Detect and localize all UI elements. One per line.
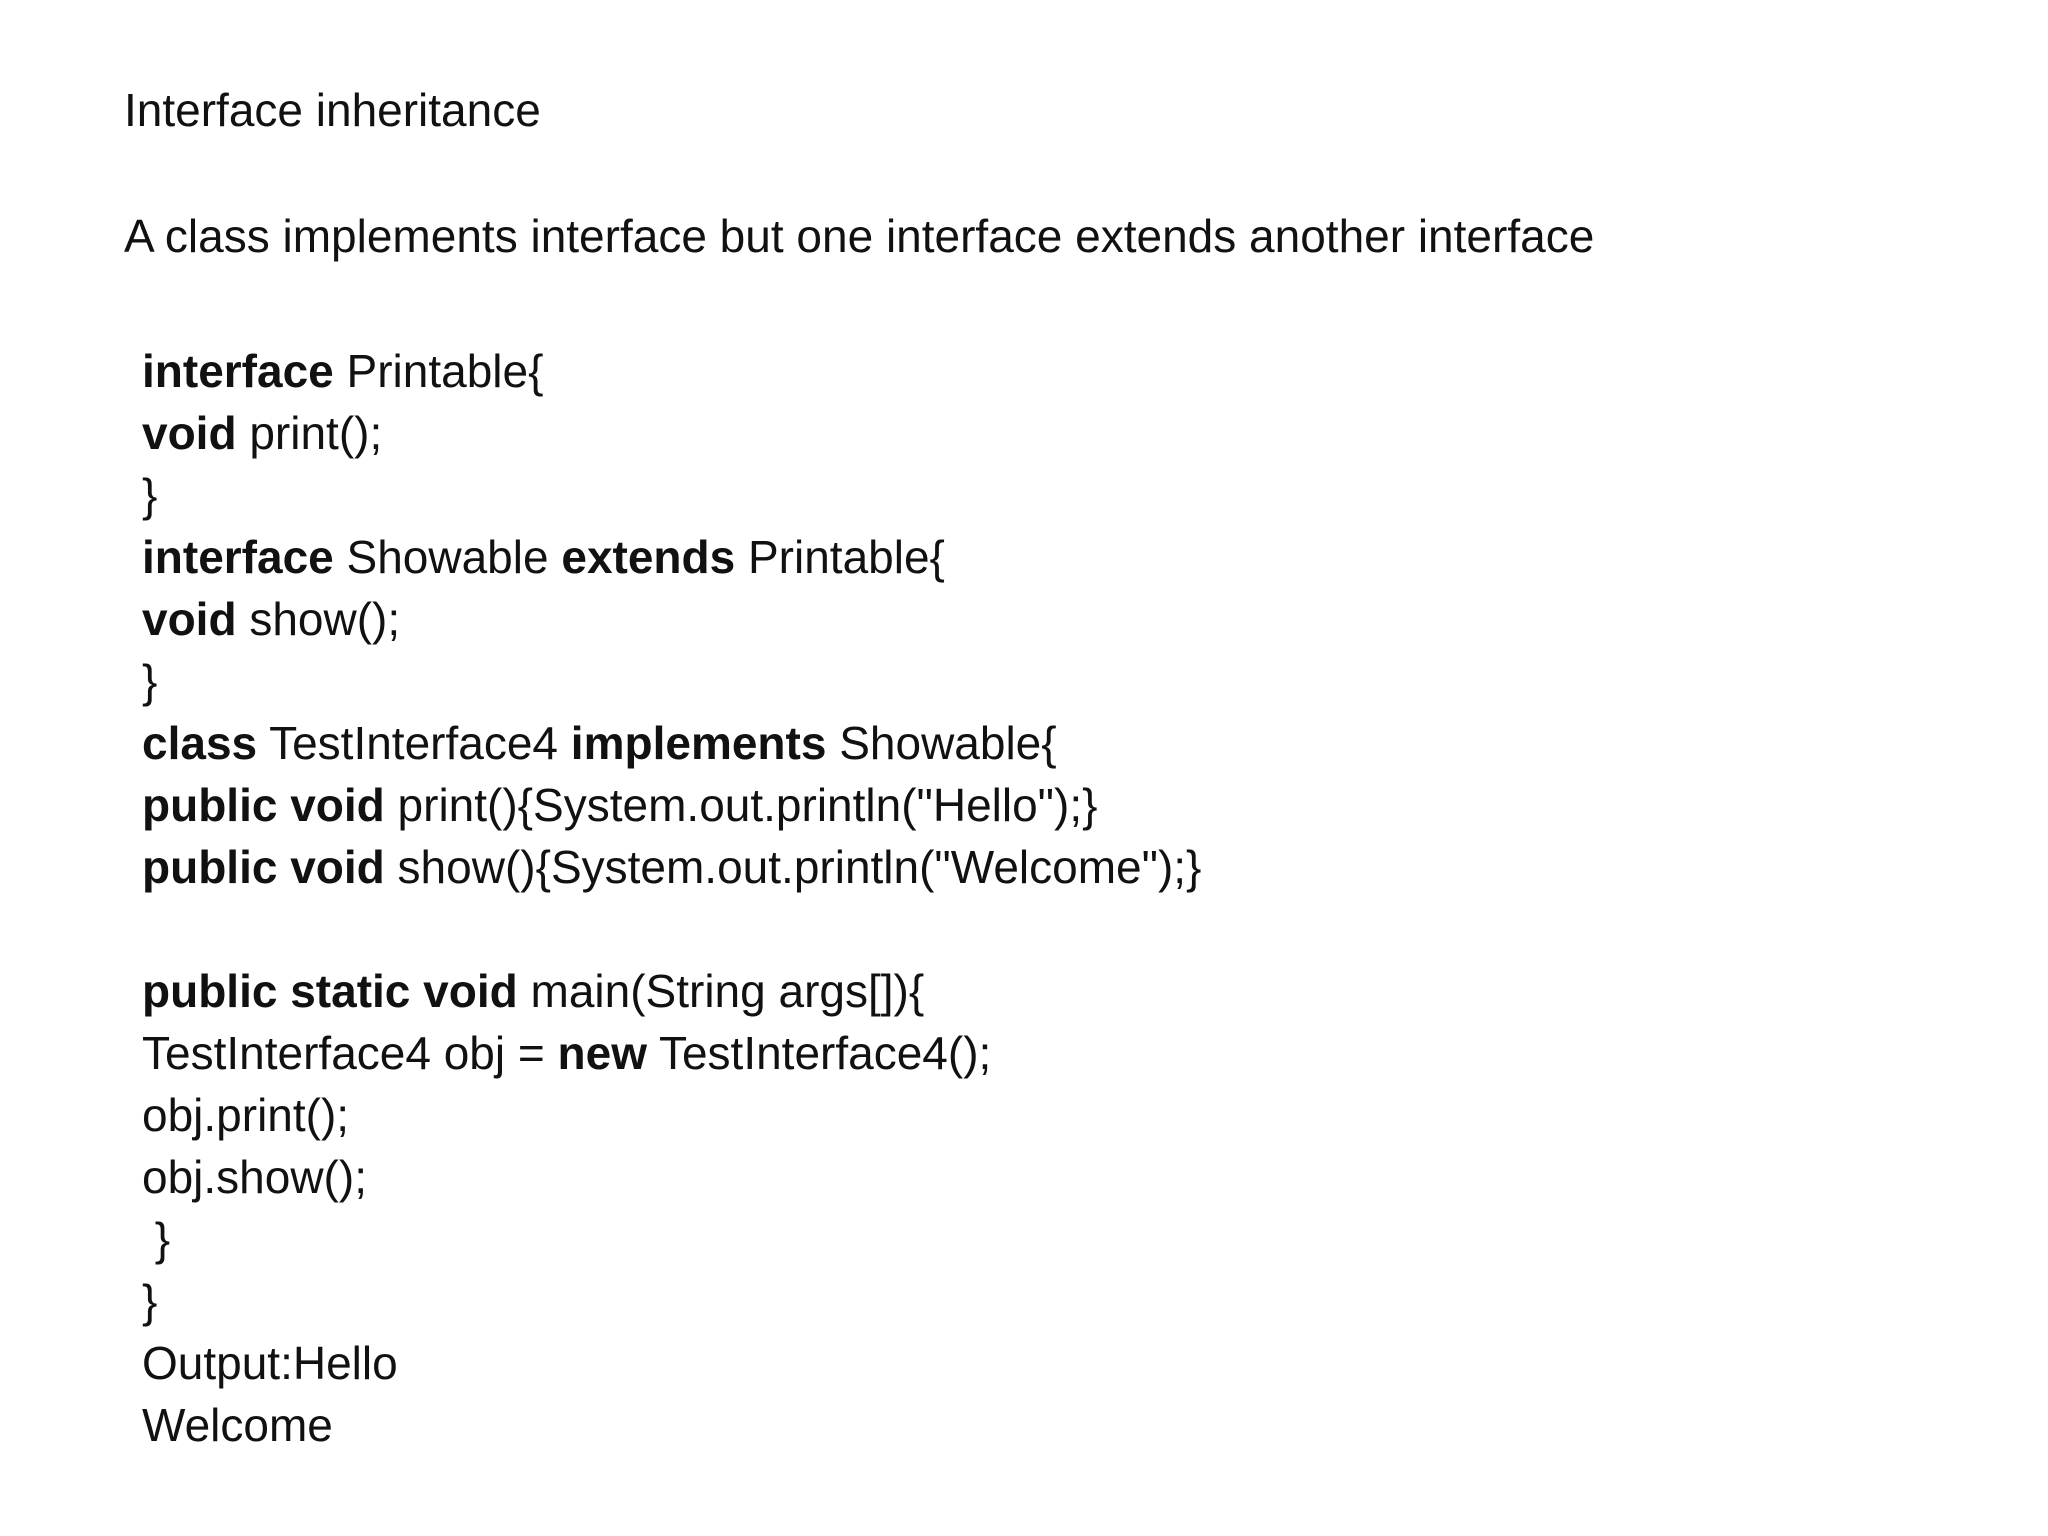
code-line <box>142 526 1201 588</box>
code-keyword: public void <box>142 779 385 831</box>
code-line <box>142 836 1201 898</box>
code-line <box>142 340 1201 402</box>
code-text: } <box>142 469 158 521</box>
code-keyword: public static void <box>142 965 518 1017</box>
code-text: Showable <box>333 531 562 583</box>
code-text: Showable{ <box>826 717 1057 769</box>
code-text: TestInterface4(); <box>647 1027 992 1079</box>
code-text: print(){System.out.println("Hello");} <box>384 779 1098 831</box>
code-line <box>142 1022 1201 1084</box>
code-text: main(String args[]){ <box>517 965 925 1017</box>
code-text: print(); <box>236 407 383 459</box>
code-line <box>142 588 1201 650</box>
code-line <box>142 464 1201 526</box>
code-text: Printable{ <box>735 531 945 583</box>
code-keyword: implements <box>570 717 827 769</box>
code-line <box>142 960 1201 1022</box>
code-line <box>142 774 1201 836</box>
code-line <box>142 1146 1201 1208</box>
code-keyword: interface <box>142 531 334 583</box>
code-line <box>142 1084 1201 1146</box>
code-keyword: new <box>557 1027 647 1079</box>
code-keyword: extends <box>561 531 736 583</box>
code-text: } <box>142 655 158 707</box>
code-line <box>142 898 1201 960</box>
code-line <box>142 712 1201 774</box>
code-text: } <box>142 1213 171 1265</box>
code-keyword: interface <box>142 345 334 397</box>
code-line <box>142 1394 1201 1456</box>
code-text: obj.show(); <box>142 1151 367 1203</box>
code-line <box>142 650 1201 712</box>
code-line <box>142 402 1201 464</box>
code-text: Output:Hello <box>142 1337 398 1389</box>
code-text: Printable{ <box>333 345 544 397</box>
code-line <box>142 1332 1201 1394</box>
code-text: show(){System.out.println("Welcome");} <box>384 841 1202 893</box>
code-keyword: void <box>142 593 237 645</box>
code-keyword: void <box>142 407 237 459</box>
code-line <box>142 1208 1201 1270</box>
slide-subtitle: A class implements interface but one interface extends another interface <box>124 210 1595 262</box>
code-text: } <box>142 1275 158 1327</box>
code-keyword: class <box>142 717 258 769</box>
code-text: TestInterface4 obj = <box>142 1027 558 1079</box>
code-text: obj.print(); <box>142 1089 350 1141</box>
code-text: TestInterface4 <box>257 717 571 769</box>
slide-title: Interface inheritance <box>124 84 541 136</box>
code-block <box>142 340 1201 1456</box>
code-line <box>142 1270 1201 1332</box>
code-text: show(); <box>236 593 401 645</box>
code-keyword: public void <box>142 841 385 893</box>
code-text: Welcome <box>142 1399 333 1451</box>
